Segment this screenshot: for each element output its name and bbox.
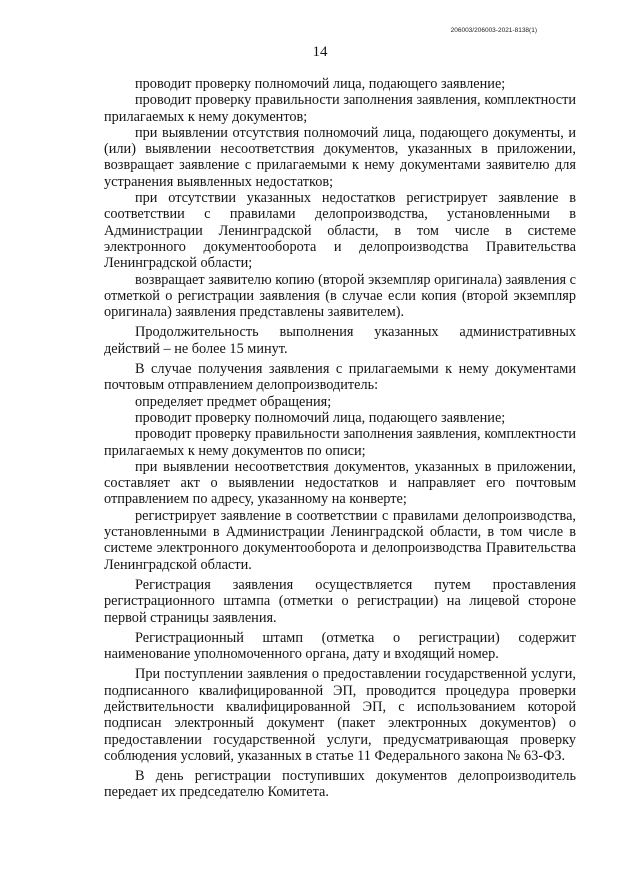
paragraph: В день регистрации поступивших документов делопроизводитель передает их председателю Комитета. [104, 768, 576, 801]
paragraph: проводит проверку правильности заполнения заявления, комплектности прилагаемых к нему документов; [104, 92, 576, 125]
paragraph: проводит проверку правильности заполнения заявления, комплектности прилагаемых к нему документов по описи; [104, 426, 576, 459]
paragraph: при отсутствии указанных недостатков регистрирует заявление в соответствии с правилами делопроизводства, установленными в Администрации Ленинградской области, в том числе в системе электронного документооборота и делопроизводства Правительства Ленинградской области; [104, 190, 576, 272]
paragraph: проводит проверку полномочий лица, подающего заявление; [135, 76, 506, 92]
paragraph: при выявлении отсутствия полномочий лица, подающего документы, и (или) выявлении несоответствия документов, указанных в приложении, возвращает заявление с прилагаемыми к нему документами заявителю для устранения выявленных недостатков; [104, 124, 576, 190]
document-id: 206003/206003-2021-8138(1) [450, 27, 537, 34]
paragraph: проводит проверку полномочий лица, подающего заявление; [135, 409, 506, 426]
paragraph: Регистрация заявления осуществляется путем проставления регистрационного штампа (отметки о регистрации) на лицевой стороне первой страницы заявления. [104, 576, 576, 626]
paragraph: В случае получения заявления с прилагаемыми к нему документами почтовым отправлением делопроизводитель: [104, 361, 576, 394]
paragraph: Продолжительность выполнения указанных административных действий – не более 15 минут. [104, 324, 576, 357]
paragraph: возвращает заявителю копию (второй экземпляр оригинала) заявления с отметкой о регистрации заявления (в случае если копия (второй экземпляр оригинала) заявления представлены заявителем). [104, 271, 576, 321]
paragraph: определяет предмет обращения; [135, 393, 332, 410]
document-body [104, 76, 576, 801]
page-number: 14 [312, 44, 328, 60]
paragraph: регистрирует заявление в соответствии с правилами делопроизводства, установленными в Администрации Ленинградской области, в том числе в системе электронного документооборота и делопроизводства Правительства Ленинградской области. [104, 507, 576, 573]
paragraph: При поступлении заявления о предоставлении государственной услуги, подписанного квалифицированной ЭП, проводится процедура проверки действительности квалифицированной ЭП, с использованием которой подписан электронный документ (пакет электронных документов) о предоставлении государственной услуги, предусматривающая проверку соблюдения условий, указанных в статье 11 Федерального закона № 63-ФЗ. [104, 666, 576, 764]
paragraph: при выявлении несоответствия документов, указанных в приложении, составляет акт о выявлении недостатков и направляет его почтовым отправлением по адресу, указанному на конверте; [104, 458, 576, 508]
paragraph: Регистрационный штамп (отметка о регистрации) содержит наименование уполномоченного органа, дату и входящий номер. [104, 629, 576, 663]
